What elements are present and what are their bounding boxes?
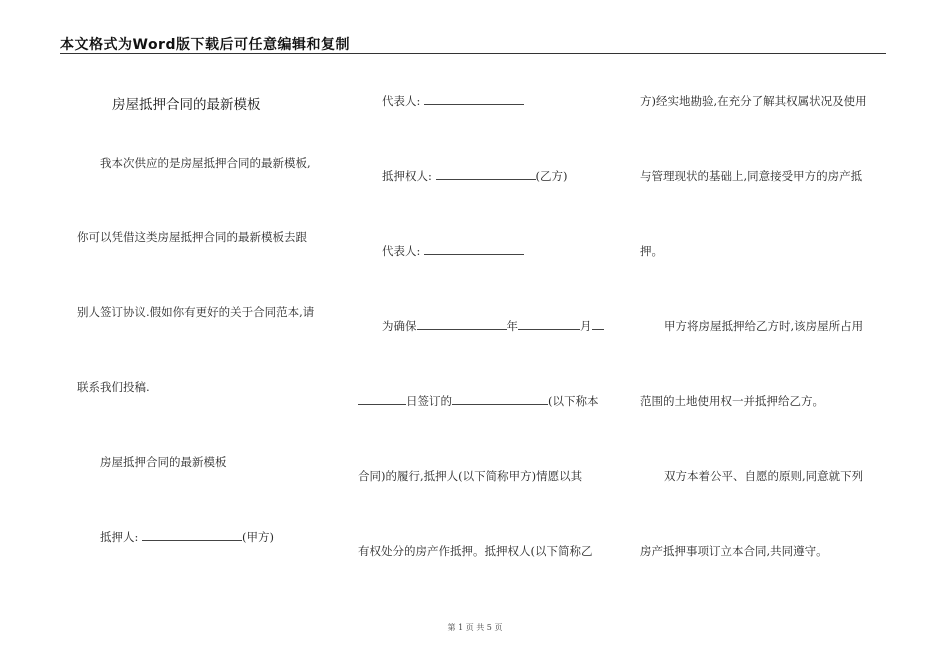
mortgagee-label: 抵押权人: [382,169,432,183]
guarantee-date-line [382,318,604,334]
contract-body-line-8: 双方本着公平、自愿的原则,同意就下列 [664,469,864,483]
contract-body-line-5: 押。 [640,244,663,258]
document-header-banner: 本文格式为Word版下载后可任意编辑和复制 [60,37,350,53]
representative-field-2 [382,243,524,259]
intro-paragraph-line-1: 我本次供应的是房屋抵押合同的最新模板, [100,156,311,170]
hereinafter-label: (以下称本 [548,394,599,408]
page-number-footer: 第 1 页 共 5 页 [447,623,503,632]
header-divider [60,53,886,54]
mortgagor-blank [142,530,242,541]
contract-body-line-7: 范围的土地使用权一并抵押给乙方。 [640,394,824,408]
contract-body-line-6: 甲方将房屋抵押给乙方时,该房屋所占用 [664,319,864,333]
month-label: 月 [580,319,592,333]
day-blank-start [592,319,604,330]
day-blank-end [358,394,406,405]
mortgagee-party-suffix: (乙方) [535,169,568,183]
representative-field-1 [382,93,524,109]
contract-body-line-3: 方)经实地勘验,在充分了解其权属状况及使用 [640,94,867,108]
representative-label-1: 代表人: [382,94,421,108]
representative-blank-1 [424,94,524,105]
contract-name-blank [452,394,548,405]
month-blank [518,319,580,330]
signed-contract-line [358,393,599,409]
contract-body-line-2: 有权处分的房产作抵押。抵押权人(以下简称乙 [358,544,593,558]
template-subtitle: 房屋抵押合同的最新模板 [100,455,227,469]
day-signed-label: 日签订的 [406,394,452,408]
intro-paragraph-line-2: 你可以凭借这类房屋抵押合同的最新模板去跟 [77,230,307,244]
mortgagor-field [100,529,274,545]
year-blank [417,319,507,330]
year-label: 年 [506,319,518,333]
mortgagee-blank [436,169,536,180]
contract-body-line-9: 房产抵押事项订立本合同,共同遵守。 [640,544,828,558]
intro-paragraph-line-3: 别人签订协议.假如你有更好的关于合同范本,请 [77,305,315,319]
representative-label-2: 代表人: [382,244,421,258]
document-title: 房屋抵押合同的最新模板 [112,97,261,113]
mortgagor-label: 抵押人: [100,530,139,544]
intro-paragraph-line-4: 联系我们投稿. [77,380,150,394]
mortgagor-party-suffix: (甲方) [242,530,275,544]
mortgagee-field [382,168,568,184]
guarantee-prefix: 为确保 [382,319,417,333]
representative-blank-2 [424,244,524,255]
contract-body-line-1: 合同)的履行,抵押人(以下简称甲方)情愿以其 [358,469,583,483]
contract-body-line-4: 与管理现状的基础上,同意接受甲方的房产抵 [640,169,863,183]
